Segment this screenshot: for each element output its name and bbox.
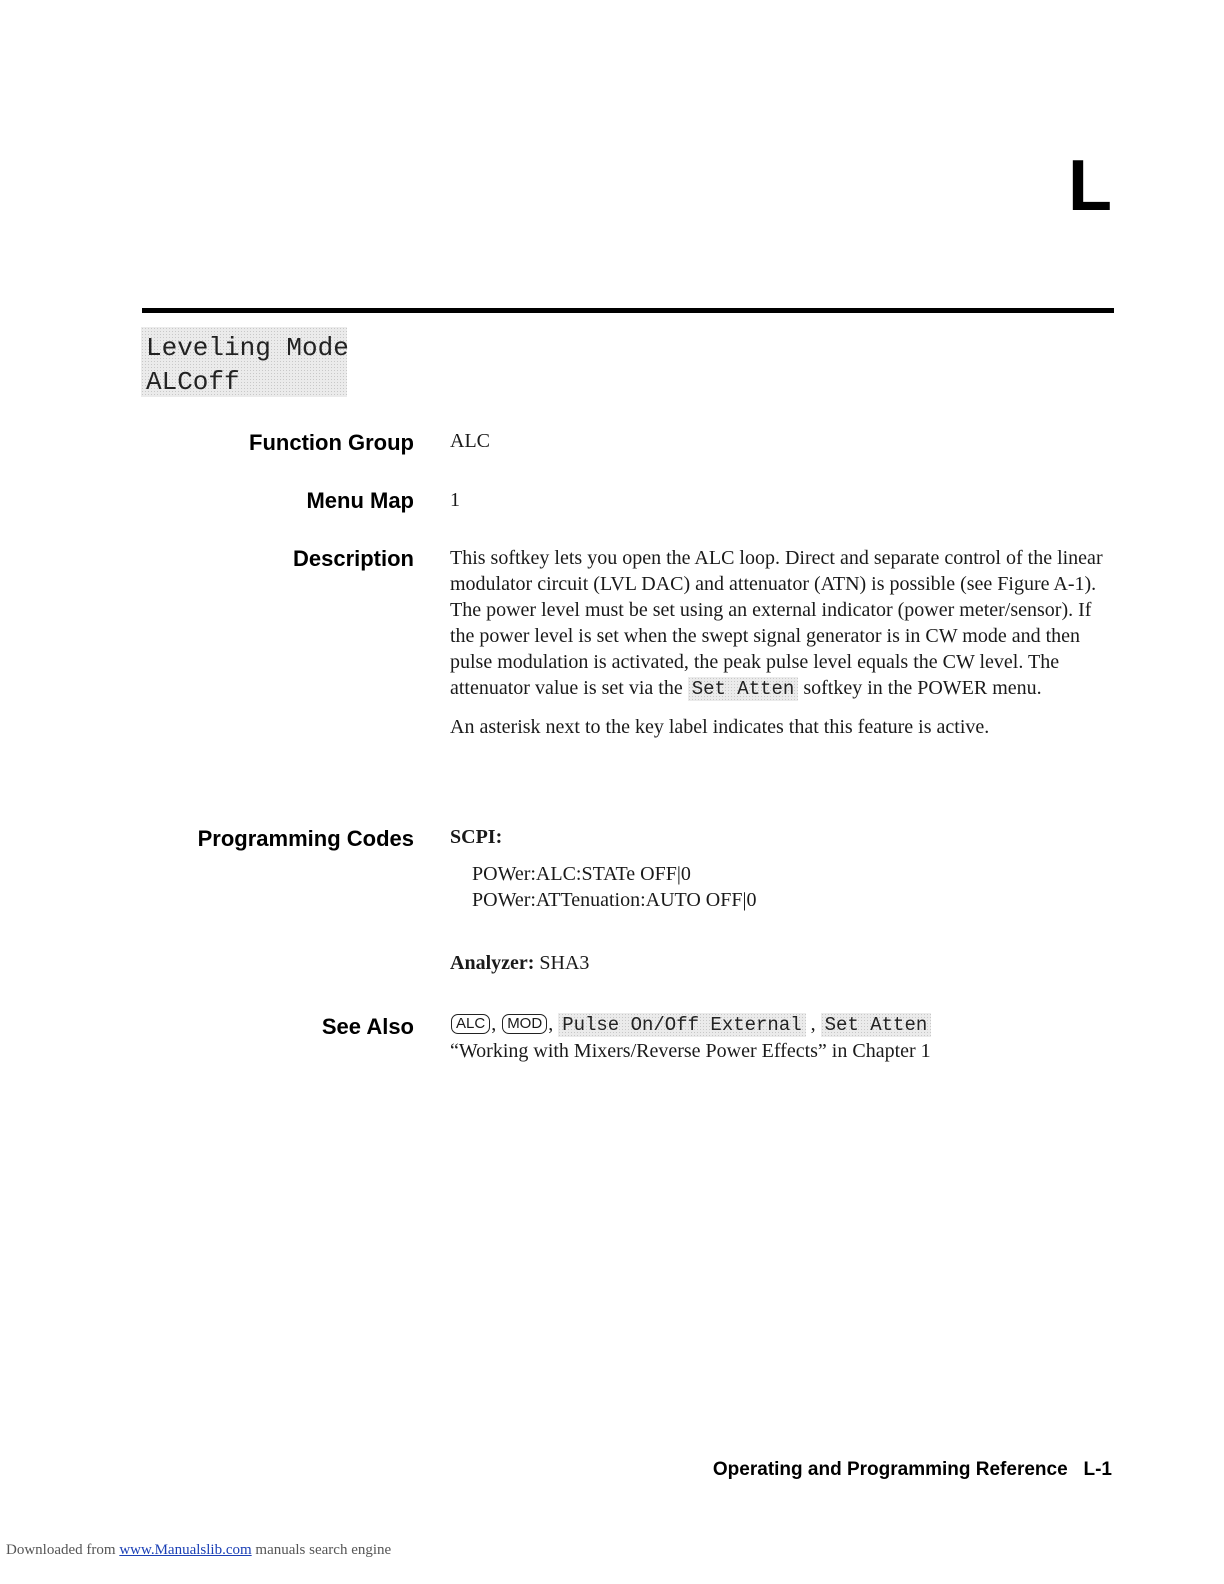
- softkey-title-line1: Leveling Mode: [146, 333, 349, 363]
- mod-hardkey: MOD: [502, 1014, 547, 1034]
- scpi-command-list: [450, 861, 1115, 913]
- programming-codes-label: Programming Codes: [197, 826, 414, 851]
- function-group-value: ALC: [450, 430, 490, 452]
- description-text-part1: This softkey lets you open the ALC loop. Direct and separate control of the linear modulator circuit (LVL DAC) and attenuator (ATN) is possible (see Figure A-1). The power level must be set using an external indicator (power meter/sensor). If the power level is set when the swept signal generator is in CW mode and then pulse modulation is activated, the peak pulse level equals the CW level. The attenuator value is set via the: [450, 547, 1103, 699]
- function-group-label: Function Group: [249, 430, 414, 455]
- see-also-keys: ALC , MOD , Pulse On/Off External , Set Atten: [450, 1011, 1115, 1038]
- set-atten-softkey: Set Atten: [821, 1013, 932, 1037]
- section-rule: [142, 308, 1114, 313]
- scpi-label: SCPI:: [450, 826, 503, 848]
- page-footer: [713, 1459, 1112, 1481]
- download-note-prefix: Downloaded from: [6, 1542, 116, 1558]
- analyzer-label: Analyzer:: [450, 952, 535, 974]
- footer-title: Operating and Programming Reference: [712, 1459, 1068, 1480]
- softkey-title-line2: ALCoff: [146, 367, 240, 397]
- description-text-part2: softkey in the POWER menu.: [803, 677, 1042, 699]
- set-atten-softkey-ref: Set Atten: [688, 677, 799, 701]
- page-number: L-1: [1083, 1459, 1112, 1480]
- see-also-label: See Also: [321, 1014, 414, 1039]
- menu-map-value: 1: [450, 489, 460, 511]
- programming-codes-body: [450, 824, 1115, 976]
- alc-hardkey: ALC: [451, 1014, 490, 1034]
- description-paragraph-1: [450, 545, 1115, 702]
- scpi-command-1: POWer:ALC:STATe OFF|0: [472, 863, 691, 885]
- chapter-letter: L: [1068, 146, 1112, 226]
- download-note: [6, 1542, 391, 1559]
- description-label: Description: [292, 546, 414, 571]
- manualslib-link[interactable]: www.Manualslib.com: [119, 1542, 252, 1558]
- see-also-reference: “Working with Mixers/Reverse Power Effects” in Chapter 1: [450, 1040, 931, 1062]
- softkey-title: [141, 327, 347, 397]
- description-body: [450, 545, 1115, 740]
- scpi-command-2: POWer:ATTenuation:AUTO OFF|0: [472, 889, 757, 911]
- analyzer-line: [450, 950, 1115, 976]
- description-paragraph-2: An asterisk next to the key label indicates that this feature is active.: [450, 716, 990, 738]
- download-note-suffix: manuals search engine: [255, 1542, 392, 1558]
- menu-map-label: Menu Map: [306, 488, 414, 513]
- analyzer-value: SHA3: [539, 952, 590, 974]
- pulse-on-off-external-softkey: Pulse On/Off External: [558, 1013, 805, 1037]
- see-also-body: [450, 1011, 1115, 1064]
